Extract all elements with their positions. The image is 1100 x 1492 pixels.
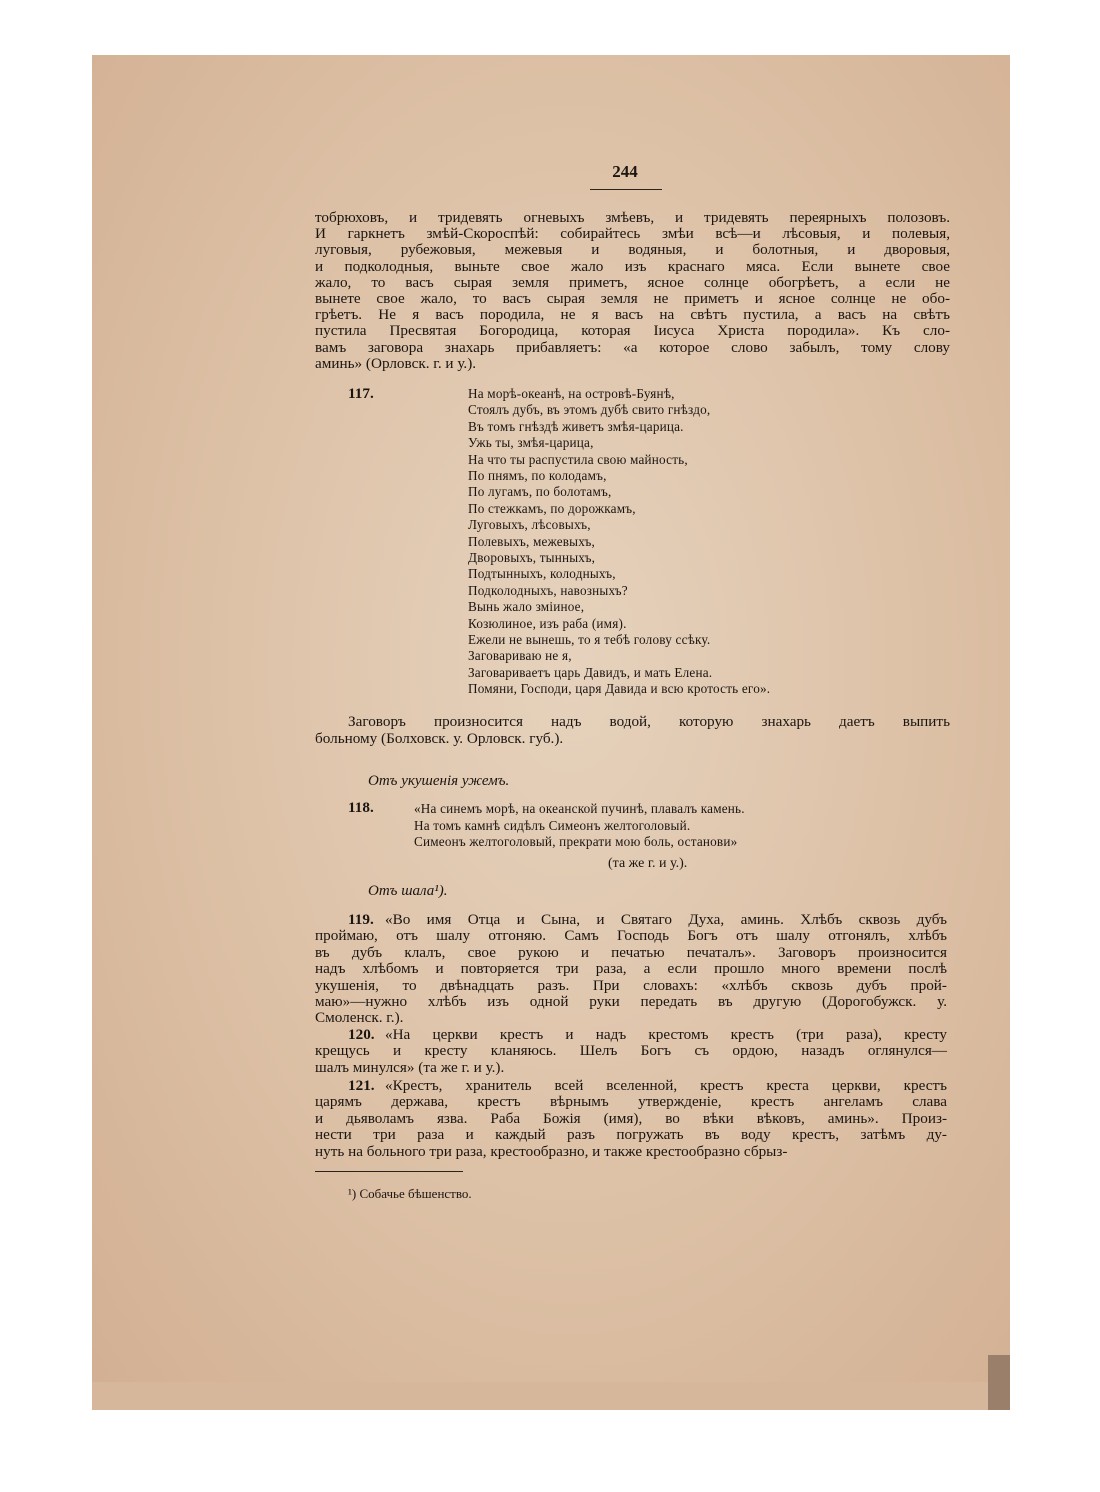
text-line: «На синемъ морѣ, на океанской пучинѣ, плавалъ камень.	[414, 801, 745, 816]
text-line: И гаркнетъ змѣй-Скороспѣй: собирайтесь змѣи всѣ—и лѣсовыя, и полевыя,	[315, 225, 950, 243]
text-line: На томъ камнѣ сидѣлъ Симеонъ желтоголовый.	[414, 817, 691, 833]
text-line: Заговоръ произносится надъ водой, которую знахарь даетъ выпить	[348, 713, 950, 730]
text-line: больному (Болховск. у. Орловск. губ.).	[315, 730, 564, 747]
text-line: Вынь жало зміиное,	[468, 599, 585, 615]
text-line: тобрюховъ, и тридевять огневыхъ змѣевъ, и тридевять переярныхъ полозовъ.	[315, 209, 950, 226]
text-line: По стежкамъ, по дорожкамъ,	[468, 500, 636, 516]
text-line: По пнямъ, по колодамъ,	[468, 468, 607, 483]
charm-118-number: 118.	[348, 799, 374, 816]
text-line: и дьяволамъ язва. Раба Божія (имя), во вѣки вѣковъ, аминь». Произ-	[315, 1109, 947, 1127]
text-line: проймаю, отъ шалу отгоняю. Самъ Господь Богъ отъ шалу отгонялъ, хлѣбъ	[315, 927, 947, 945]
page-number: 244	[612, 162, 638, 181]
text-line: Смоленск. г.).	[315, 1009, 404, 1027]
text-line: Полевыхъ, межевыхъ,	[468, 533, 596, 549]
section-title-snake: Отъ укушенія ужемъ.	[368, 773, 510, 789]
text-line: На что ты распустила свою майность,	[468, 451, 688, 467]
page-number-rule	[590, 189, 662, 190]
text-line: По лугамъ, по болотамъ,	[468, 484, 612, 500]
text-line: маю»—нужно хлѣбъ изъ одной руки передать въ другую (Дорогобужск. у.	[315, 993, 947, 1010]
text-line: «Во имя Отца и Сына, и Святаго Духа, аминь. Хлѣбъ сквозь дубъ	[385, 911, 947, 928]
text-line: Въ томъ гнѣздѣ живетъ змѣя-царица.	[468, 418, 684, 434]
text-line: Подколодныхъ, навозныхъ?	[468, 582, 628, 598]
text-line: аминь» (Орловск. г. и у.).	[315, 354, 477, 372]
footnote: ¹) Собачье бѣшенство.	[348, 1186, 472, 1201]
text-line: жало, то васъ сырая земля приметъ, ясное солнце обогрѣетъ, а если не	[315, 273, 950, 291]
charm-118-source: (та же г. и у.).	[608, 856, 688, 871]
charm-117-number: 117.	[348, 385, 374, 402]
text-line: укушенія, то двѣнадцать разъ. При словахъ: «хлѣбъ сквозь дубъ прой-	[315, 976, 947, 994]
text-line: крещусь и кресту кланяюсь. Шелъ Богъ съ ордою, назадъ оглянулся—	[315, 1042, 947, 1060]
text-line: Ужь ты, змѣя-царица,	[468, 435, 594, 451]
text-line: пустила Пресвятая Богородица, которая Іисуса Христа породила». Къ сло-	[315, 322, 950, 340]
text-line: Козюлиное, изъ раба (имя).	[468, 615, 627, 631]
text-line: царямъ держава, крестъ вѣрнымъ утвержденіе, крестъ ангеламъ слава	[315, 1093, 947, 1111]
text-line: нуть на больного три раза, крестообразно, и также крестообразно сбрыз-	[315, 1142, 788, 1160]
text-line: Ежели не вынешь, то я тебѣ голову ссѣку.	[468, 632, 711, 647]
footnote-rule	[315, 1171, 463, 1172]
text-line: нести три раза и каждый разъ погружать въ воду крестъ, затѣмъ ду-	[315, 1126, 947, 1144]
text-line: грѣетъ. Не я васъ породила, не я васъ на свѣтъ пустила, а васъ на свѣтъ	[315, 306, 950, 324]
text-line: Подтынныхъ, колодныхъ,	[468, 566, 616, 582]
text-line: Помяни, Господи, царя Давида и всю кротость его».	[468, 681, 771, 697]
text-line: шалъ минулся» (та же г. и у.).	[315, 1058, 505, 1076]
text-line: вынете свое жало, то васъ сырая земля не приметъ и ясное солнце не обо-	[315, 290, 950, 307]
text-line: «На церкви крестъ и надъ крестомъ крестъ (три раза), кресту	[385, 1026, 947, 1043]
text-line: Луговыхъ, лѣсовыхъ,	[468, 517, 591, 533]
paragraph-number: 120.	[348, 1026, 375, 1043]
text-line: Заговариваю не я,	[468, 648, 572, 664]
text-line: и подколодныя, выньте свое жало изъ краснаго мяса. Если вынете свое	[315, 257, 950, 275]
text-line: вамъ заговора знахарь прибавляетъ: «а которое слово забылъ, тому слову	[315, 338, 950, 356]
section-title-shal: Отъ шала¹).	[368, 883, 448, 899]
text-line: Стоялъ дубъ, въ этомъ дубѣ свито гнѣздо,	[468, 402, 711, 418]
text-line: «Крестъ, хранитель всей вселенной, крестъ креста церкви, крестъ	[385, 1077, 947, 1094]
scan-right-edge	[988, 1355, 1010, 1410]
text-line: въ дубъ клалъ, свое рукою и печатью печаталъ». Заговоръ произносится	[315, 943, 947, 961]
text-line: Симеонъ желтоголовый, прекрати мою боль, останови»	[414, 834, 738, 850]
text-line: На морѣ-океанѣ, на островѣ-Буянѣ,	[468, 386, 675, 401]
text-line: Заговариваетъ царь Давидъ, и мать Елена.	[468, 664, 713, 680]
scan-bottom-strip	[92, 1382, 1010, 1410]
text-line: луговыя, рубежовыя, межевыя и водяныя, и болотныя, и дворовыя,	[315, 241, 950, 259]
paragraph-number: 119.	[348, 911, 374, 928]
text-line: Дворовыхъ, тынныхъ,	[468, 550, 596, 565]
paragraph-number: 121.	[348, 1077, 375, 1094]
text-line: надъ хлѣбомъ и повторяется три раза, а если прошло много времени послѣ	[315, 960, 947, 978]
